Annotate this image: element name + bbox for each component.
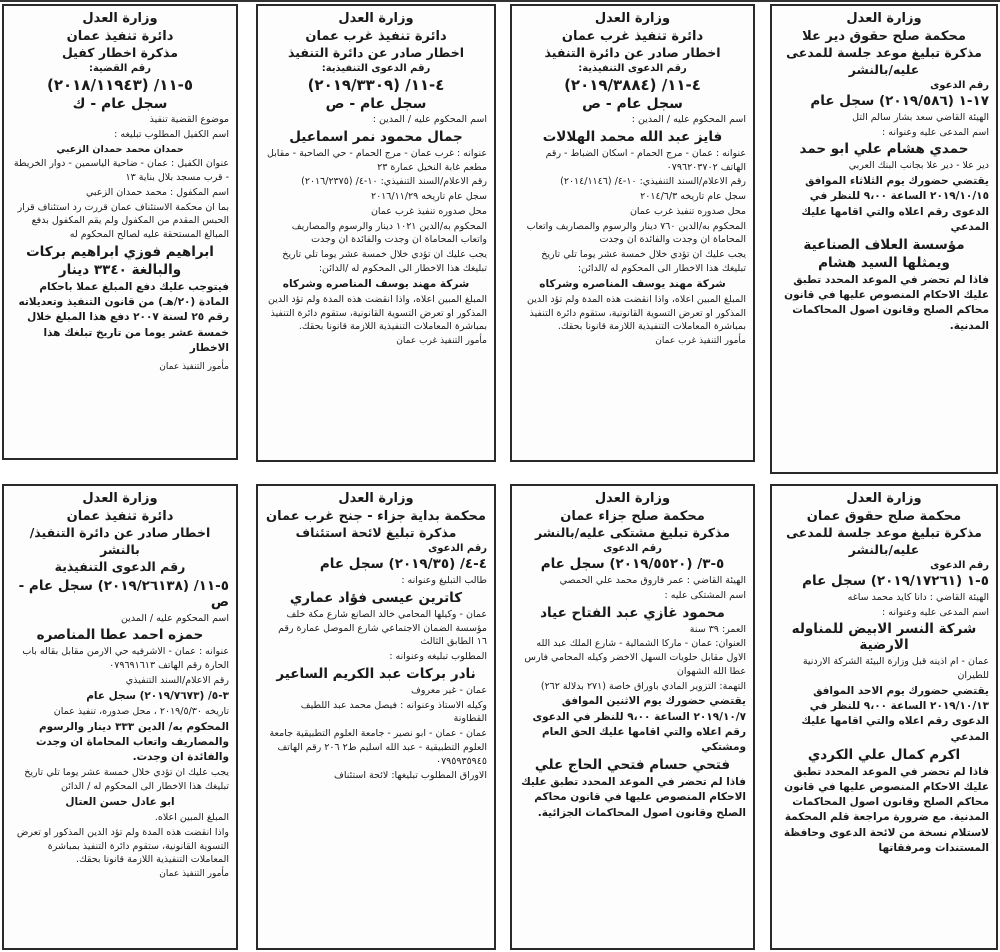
ministry: وزارة العدل xyxy=(338,491,414,506)
body-line: الهيئة القاضي سعد بشار سالم التل xyxy=(852,111,989,123)
hearing-date-line: يقتضي حضورك يوم الاحد الموافق ٢٠١٩/١٠/١٣ الساعة ٩،٠٠ للنظر في الدعوى رقم اعلاه والتي اقامها عليك المدعي xyxy=(801,684,989,743)
register-type: سجل عام - ك xyxy=(72,95,168,112)
register-type: سجل عام - ص xyxy=(582,95,683,112)
officer-signature: مأمور التنفيذ غرب عمان xyxy=(655,336,746,347)
closing-text: المبلغ المبين اعلاه، واذا انقضت هذه المدة ولم تؤد الدين المذكور او تعرض التسوية القانونية، ستقوم دائرة التنفيذ بمباشرة المعاملات التنفيذية اللازمة قانونا بحقك. xyxy=(268,293,487,333)
amount-due: والبالغة ٣٣٤٠ دينار xyxy=(58,261,182,278)
closing-text: فاذا لم تحضر في الموعد المحدد تطبق عليك الاحكام المنصوص عليها في قانون محاكم الصلح وقانون اصول المحاكمات المدنية. xyxy=(784,274,989,332)
case-number: ٥-١١/ (٢٠١٨/١١٩٤٣) xyxy=(46,75,193,94)
body-line: يجب عليك ان تؤدي خلال خمسة عشر يوما تلي تاريخ تبليغك هذا الاخطار الى المحكوم له /الدائن: xyxy=(541,249,746,274)
ministry: وزارة العدل xyxy=(82,11,158,26)
court-name: محكمة بداية جزاء - جنح غرب عمان xyxy=(266,508,486,524)
defendant-name: شركة النسر الابيض للمناوله الارضية xyxy=(791,621,977,654)
body-line: سجل عام تاريخه ٢٠١٤/٦/٣ xyxy=(640,191,746,203)
body-line: اسم المشتكى عليه : xyxy=(664,589,746,601)
body-line: الاوراق المطلوب تبليغها: لائحة استئناف xyxy=(334,770,487,782)
body-line: اسم المدعى عليه وعنوانه : xyxy=(882,606,989,618)
body-line: المحكوم به/الدين ٧٦٠ دينار والرسوم والمصاريف واتعاب المحاماة ان وجدت والفائدة ان وجدت xyxy=(526,220,746,246)
respondent-name: نادر بركات عبد الكريم الساعير xyxy=(276,665,476,682)
guarantor-name: حمدان محمد حمدان الزعبي xyxy=(56,143,184,155)
case-label: رقم الدعوى التنفيذية: xyxy=(578,62,687,74)
accused-name: محمود غازي عبد الفتاح عياد xyxy=(540,604,725,621)
officer-signature: مأمور التنفيذ غرب عمان xyxy=(396,336,487,347)
court-name: دائرة تنفيذ عمان xyxy=(66,28,174,44)
ministry: وزارة العدل xyxy=(338,11,414,26)
notice-title: مذكرة تبليغ موعد جلسة للمدعى xyxy=(786,525,982,541)
court-name: دائرة تنفيذ غرب عمان xyxy=(305,28,447,44)
creditor-name: ابو عادل حسن العتال xyxy=(65,795,175,808)
officer-signature: مأمور التنفيذ عمان xyxy=(159,869,229,880)
case-label: رقم الدعوى التنفيذية: xyxy=(321,62,431,74)
case-number: ٥-١١/ (٢٠١٩/٢٦١٣٨) سجل عام - ص xyxy=(18,577,229,610)
body-line: رقم الاعلام/السند التنفيذي: ١٠-٤/ (٢٠١٤/١١٤٦) xyxy=(560,176,746,188)
plaintiff-representative: ويمثلها السيد هشام xyxy=(818,255,950,272)
body-line: محل صدوره تنفيذ غرب عمان xyxy=(370,205,487,217)
body-line: المحكوم به/الدين ١٠٢١ دينار والرسوم والمصاريف واتعاب المحاماة ان وجدت والفائدة ان وجدت xyxy=(291,220,487,246)
court-name: دائرة تنفيذ غرب عمان xyxy=(561,28,704,44)
body-line: سجل عام تاريخه ٢٠١٦/١١/٢٩ xyxy=(370,191,487,203)
notice-amman-civil-hearing xyxy=(770,484,998,950)
creditor-name: شركة مهند يوسف المناصره وشركاه xyxy=(282,277,470,290)
body-line: المبلغ المبين اعلاه. xyxy=(154,812,229,824)
body-line: يجب عليك ان تؤدي خلال خمسة عشر يوما تلي تاريخ تبليغك هذا الاخطار الى المحكوم له /الدائن: xyxy=(282,249,487,274)
officer-signature: مأمور التنفيذ عمان xyxy=(159,361,229,372)
body-line: موضوع القضية تنفيذ xyxy=(149,113,229,125)
body-line: رقم الاعلام/السند التنفيذي xyxy=(125,675,229,687)
notice-title: اخطار صادر عن دائرة التنفيذ xyxy=(288,45,464,61)
body-line: ٣-٥/ (٢٠١٩/٧٦٧٣) سجل عام xyxy=(86,689,229,702)
closing-text: فاذا لم تحضر في الموعد المحدد تطبق عليك الاحكام المنصوص عليها في قانون محاكم الصلح وقانون اصول المحاكمات المدنية. مع ضرورة مراجعة قلم المحكمة لاستلام نسخة من لائحة الدعوى وحافظة المستندات ومرفقاتها xyxy=(783,765,989,854)
notice-west-amman-execution-a xyxy=(510,4,755,462)
creditor-name: شركة مهند يوسف المناصره وشركاه xyxy=(539,277,726,290)
body-line: اسم الكفيل المطلوب تبليغه : xyxy=(114,128,229,140)
plaintiff-name: مؤسسة العلاف الصناعية xyxy=(803,237,965,254)
body-line: التهمة: التزوير المادي باوراق خاصة (٢٧١ بدلالة ٢٦٢) xyxy=(540,680,746,692)
body-line: محل صدوره تنفيذ غرب عمان xyxy=(629,205,746,217)
body-line: المطلوب تبليغه وعنوانه : xyxy=(389,651,487,663)
closing-text: المبلغ المبين اعلاه، واذا انقضت هذه المدة ولم تؤد الدين المذكور او تعرض التسوية القانونية، ستقوم دائرة التنفيذ بمباشرة المعاملات التنفيذية اللازمة قانونا بحقك. xyxy=(527,293,746,333)
plaintiff-name: اكرم كمال علي الكردي xyxy=(807,746,961,763)
body-line: العمر: ٣٩ سنة xyxy=(689,623,746,635)
case-label: رقم الدعوى xyxy=(603,542,662,554)
body-line: عنوانه : غرب عمان - مرج الحمام - حي الصاحبة - مقابل مطعم غابة النخيل عمارة ٢٣ xyxy=(266,147,487,173)
case-label: رقم الدعوى التنفيذية xyxy=(54,558,186,574)
body-line: العنوان: عمان - ماركا الشمالية - شارع الملك عبد الله الاول مقابل حلويات السهل الاخضر وكيله المحامي فارس عطا الله الشهوان xyxy=(524,638,746,677)
closing-text: فيتوجب عليك دفع المبلغ عملا باحكام المادة (٢٠/هـ) من قانون التنفيذ وتعديلاته رقم ٢٥ لسنة ٢٠٠٧ دفع هذا المبلغ خلال خمسة عشر يوما من تاريخ تبلغك هذا الاخطار xyxy=(18,280,229,354)
notice-deir-alla-hearing xyxy=(770,4,998,474)
body-line: الهيئة القاضي : دانا كايد محمد ساغه xyxy=(847,591,989,603)
defendant-name: حمدي هشام علي ابو حمد xyxy=(799,141,969,158)
notice-title: اخطار صادر عن دائرة التنفيذ/بالنشر xyxy=(29,525,211,557)
debtor-name: حمزه احمد عطا المناصره xyxy=(36,627,204,644)
closing-text: واذا انقضت هذه المدة ولم تؤد الدين المذكور او تعرض التسوية القانونية، ستقوم دائرة التنفيذ بمباشرة المعاملات التنفيذية اللازمة قانونا بحقك. xyxy=(16,826,229,866)
body-line: عمان - عمان - ابو نصير - جامعة العلوم التطبيقية جامعة العلوم التطبيقية - عبد الله اسليم ط٢ ٢٠٦ رقم الهاتف ٠٧٩٥٩٣٥٩٤٥ xyxy=(269,728,487,767)
court-name: محكمة صلح حقوق عمان xyxy=(806,508,962,524)
body-line: تاريخه ٢٠١٩/٥/٣٠ ، محل صدوره، تنفيذ عمان xyxy=(53,706,229,717)
body-line: عنوانه : عمان - مرج الحمام - اسكان الضباط - رقم الهاتف ٠٧٩٦٢٠٣٧٠٢ xyxy=(545,147,746,173)
body-line: عنوانه : عمان - الاشرفيه حي الارمن مقابل بقاله باب الحارة رقم الهاتف ٠٧٩٦٩١٦١٣ xyxy=(22,646,229,672)
body-line: الهيئة القاضي : عمر فاروق محمد علي الحمصي xyxy=(559,574,746,586)
body-line: بما ان محكمة الاستئناف عمان قررت رد استئناف قرار الحبس المقدم من المكفول ولم يقم المكفول بدفع المبالغ المستحقة عليه لصالح المحكوم له xyxy=(17,201,229,241)
notice-amman-criminal-summons xyxy=(510,484,755,950)
body-line: رقم الاعلام/السند التنفيذي: ١٠-٤/ (٢٠١٦/٢٣٧٥) xyxy=(301,176,487,188)
body-line: دير علا - دير علا بجانب البنك العربي xyxy=(848,160,989,172)
notice-guarantor-warning xyxy=(2,4,238,460)
case-number: ٤-٤/ (٢٠١٩/٣٥) سجل عام xyxy=(319,555,487,572)
applicant-name: كاترين عيسى فؤاد عماري xyxy=(289,589,463,606)
amount-due: المحكوم به/ الدين ٣٣٣ دينار والرسوم والمصاريف واتعاب المحاماة ان وجدت والفائدة ان وجدت. xyxy=(35,720,229,764)
complainant-name: فتحي حسام فتحي الحاج علي xyxy=(534,757,731,774)
ministry: وزارة العدل xyxy=(846,491,922,506)
case-label: رقم القضية: xyxy=(88,62,151,74)
case-number: ٤-١١/ (٢٠١٩/٣٨٨٤) xyxy=(564,75,701,94)
ministry: وزارة العدل xyxy=(594,491,671,506)
body-line: وكيله الاستاذ وعنوانه : فيصل محمد عبد اللطيف القطاونة xyxy=(300,699,487,725)
ministry: وزارة العدل xyxy=(594,11,671,26)
notice-amman-execution-publication xyxy=(2,484,238,950)
notice-title: اخطار صادر عن دائرة التنفيذ xyxy=(544,45,721,61)
case-label: رقم الدعوى xyxy=(428,542,487,554)
case-number: ١٧-١ (٢٠١٩/٥٨٦) سجل عام xyxy=(810,92,989,109)
notice-subtitle: عليه/بالنشر xyxy=(848,61,920,77)
body-line: اسم المحكوم عليه / المدين xyxy=(120,612,229,624)
creditor-name: ابراهيم فوزي ابراهيم بركات xyxy=(26,243,214,260)
notice-title: مذكرة تبليغ لائحة استئناف xyxy=(295,525,457,541)
court-name: محكمة صلح حقوق دير علا xyxy=(802,28,966,44)
case-label: رقم الدعوى xyxy=(930,559,989,571)
closing-text: فاذا لم تحضر في الموعد المحدد تطبق عليك الاحكام المنصوص عليها في قانون محاكم الصلح وقانون اصول المحاكمات الجزائية. xyxy=(521,776,746,819)
case-number: ٤-١١/ (٢٠١٩/٣٣٠٩) xyxy=(307,75,445,94)
court-name: دائرة تنفيذ عمان xyxy=(66,508,174,524)
case-number: ٥-٣/ (٢٠١٩/٥٥٢٠) سجل عام xyxy=(540,555,725,572)
body-line: عمان - وكيلها المحامي خالد الصانع شارع مكة خلف مؤسسة الضمان الاجتماعي شارع الموصل عمارة رقم ١٦ الطابق الثالث xyxy=(278,608,487,648)
body-line: اسم المدعى عليه وعنوانه : xyxy=(882,126,989,138)
hearing-date-line: يقتضي حضورك يوم الثلاثاء الموافق ٢٠١٩/١٠/١٥ الساعة ٩،٠٠ للنظر في الدعوى رقم اعلاه والتي اقامها عليك المدعي xyxy=(801,175,989,233)
ministry: وزارة العدل xyxy=(846,11,922,26)
ministry: وزارة العدل xyxy=(82,491,158,506)
body-line: اسم المحكوم عليه / المدين : xyxy=(372,113,487,125)
notice-subtitle: عليه/بالنشر xyxy=(848,541,920,557)
register-type: سجل عام - ص xyxy=(325,95,427,112)
notice-title: مذكرة تبليغ موعد جلسة للمدعى xyxy=(786,45,982,61)
body-line: عمان - ام اذينه قبل وزارة البيئة الشركة الاردنية للطيران xyxy=(802,656,989,682)
notice-appeal-service xyxy=(256,484,496,950)
body-line: عنوان الكفيل : عمان - ضاحية الياسمين - دوار الخريطة - قرب مسجد بلال بناية ١٣ xyxy=(13,158,229,184)
notice-title: مذكرة اخطار كفيل xyxy=(62,45,178,61)
body-line: اسم المحكوم عليه / المدين : xyxy=(631,113,746,125)
case-number: ٥-١ (٢٠١٩/١٧٢٦١) سجل عام xyxy=(802,572,989,589)
body-line: يجب عليك ان تؤدي خلال خمسة عشر يوما تلي تاريخ تبليغك هذا الاخطار الى المحكوم له / الدائن xyxy=(24,767,229,793)
page-top-border xyxy=(0,0,1000,2)
debtor-name: جمال محمود نمر اسماعيل xyxy=(289,128,463,145)
notice-west-amman-execution-b xyxy=(256,4,496,462)
body-line: عمان - غير معروف xyxy=(411,684,487,696)
body-line: اسم المكفول : محمد حمدان الزعبي xyxy=(85,186,229,198)
debtor-name: فايز عبد الله محمد الهلالات xyxy=(542,128,723,145)
court-name: محكمة صلح جزاء عمان xyxy=(560,508,705,524)
notice-title: مذكرة تبليغ مشتكى عليه/بالنشر xyxy=(534,525,731,541)
body-line: طالب التبليغ وعنوانه : xyxy=(401,574,487,586)
case-label: رقم الدعوى xyxy=(930,79,989,91)
hearing-date-line: يقتضي حضورك يوم الاثنين الموافق ٢٠١٩/١٠/٧ الساعة ٩،٠٠ للنظر في الدعوى رقم اعلاه والتي اقامها عليك الحق العام ومشتكي xyxy=(532,695,746,753)
